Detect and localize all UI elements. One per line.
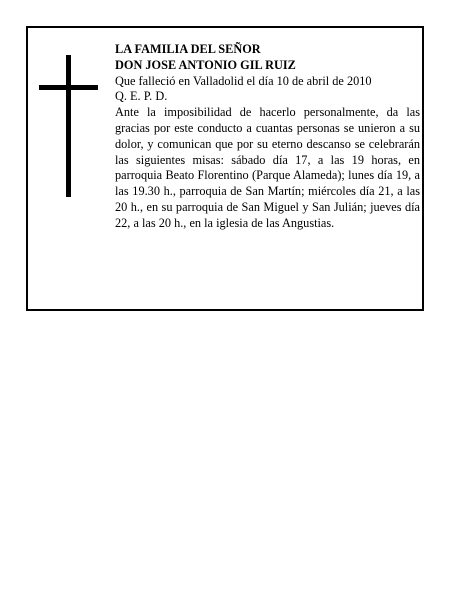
obituary-notice [26, 26, 424, 311]
notice-body: Ante la imposibilidad de hacerlo personalmente, da las gracias por este conducto a cuantas personas se unieron a su dolor, y comunican que por su eterno descanso se celebrarán las siguientes misas: sábado día 17, a las 19 horas, en parroquia Beato Florentino (Parque Alameda); lunes día 19, a las 19.30 h., parroquia de San Martín; miércoles día 21, a las 20 h., en su parroquia de San Miguel y San Julián; jueves día 22, a las 20 h., en la iglesia de las Angustias. [115, 105, 420, 230]
death-line: Que falleció en Valladolid el día 10 de abril de 2010 [115, 73, 372, 88]
heading-deceased-name: DON JOSE ANTONIO GIL RUIZ [115, 57, 296, 72]
cross-vertical-bar [66, 55, 71, 197]
cross-horizontal-bar [39, 85, 98, 90]
notice-text [115, 42, 420, 232]
qepd-line: Q. E. P. D. [115, 89, 168, 104]
heading-family: LA FAMILIA DEL SEÑOR [115, 42, 261, 56]
